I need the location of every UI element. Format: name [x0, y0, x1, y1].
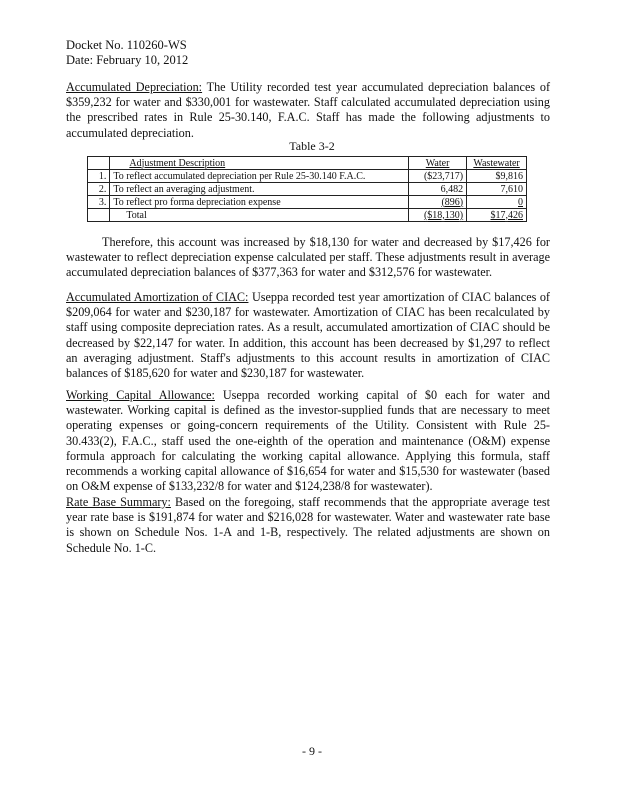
- row-water: (896): [441, 196, 464, 208]
- paragraph-depreciation-result: [66, 235, 550, 281]
- section-heading: Accumulated Amortization of CIAC:: [66, 290, 249, 304]
- section-text: Based on the foregoing, staff recommends that the appropriate average test year rate base is $191,874 for water and $216,028 for wastewater. Water and wastewater rate base is shown on Schedule Nos. 1-A and 1-B, respectively. The related adjustments are shown on Schedule No. 1-C.: [66, 495, 550, 555]
- header-wastewater: Wastewater: [473, 157, 520, 169]
- header-num-cell: [88, 157, 110, 170]
- section-heading: Working Capital Allowance:: [66, 388, 215, 402]
- header-description: Adjustment Description: [129, 157, 226, 169]
- row-wastewater: 0: [518, 196, 523, 208]
- paragraph-rate-base-summary: [66, 495, 550, 556]
- row-number: 1.: [88, 170, 110, 183]
- section-heading: Rate Base Summary:: [66, 495, 171, 509]
- section-text: The Utility recorded test year accumulated depreciation balances of $359,232 for water and $330,001 for wastewater. Staff calculated accumulated depreciation using the prescribed rates in Rule 25-30.140, F.A.C. Staff has made the following adjustments to accumulated depreciation.: [66, 80, 551, 140]
- row-description: To reflect an averaging adjustment.: [110, 183, 409, 196]
- row-number: 3.: [88, 196, 110, 209]
- row-water: 6,482: [409, 183, 467, 196]
- docket-header: [66, 38, 188, 68]
- table-total-row: [88, 209, 527, 222]
- row-number: 2.: [88, 183, 110, 196]
- row-water: ($23,717): [409, 170, 467, 183]
- table-header-row: [88, 157, 527, 170]
- docket-number: Docket No. 110260-WS: [66, 38, 187, 52]
- table-caption: Table 3-2: [289, 139, 335, 153]
- table-row: [88, 183, 527, 196]
- paragraph-amortization-ciac: [66, 290, 550, 381]
- row-description: To reflect accumulated depreciation per Rule 25-30.140 F.A.C.: [110, 170, 409, 183]
- row-wastewater: 7,610: [467, 183, 527, 196]
- table-row: [88, 170, 527, 183]
- section-text: Useppa recorded working capital of $0 each for water and wastewater. Working capital is defined as the investor-supplied funds that are necessary to meet operating expenses or going-concern requirements of the Utility. Consistent with Rule 25-30.433(2), F.A.C., staff used the one-eighth of the operation and maintenance (O&M) expense formula approach for calculating the working capital allowance. Applying this formula, staff recommends a working capital allowance of $16,654 for water and $15,530 for wastewater (based on O&M expense of $133,232/8 for water and $124,238/8 for wastewater).: [66, 388, 550, 494]
- docket-date: Date: February 10, 2012: [66, 53, 189, 67]
- total-label: Total: [110, 209, 409, 222]
- adjustments-table: [87, 156, 527, 222]
- page-number: - 9 -: [302, 744, 322, 758]
- section-heading: Accumulated Depreciation:: [66, 80, 203, 94]
- paragraph-working-capital: [66, 388, 550, 494]
- section-text: Useppa recorded test year amortization of CIAC balances of $209,064 for water and $230,187 for wastewater. Amortization of CIAC has been recalculated by staff using composite depreciation rates. As a result, accumulated amortization of CIAC should be decreased by $22,147 for water. In addition, this account has been decreased by $1,297 to reflect an averaging adjustment. Staff's adjustments to this account results in amortization of CIAC balances of $185,620 for water and $230,187 for wastewater.: [66, 290, 550, 381]
- row-description: To reflect pro forma depreciation expense: [110, 196, 409, 209]
- row-wastewater: $9,816: [467, 170, 527, 183]
- table-row: [88, 196, 527, 209]
- total-wastewater: $17,426: [490, 209, 523, 221]
- total-water: ($18,130): [423, 209, 464, 221]
- paragraph-text: Therefore, this account was increased by $18,130 for water and decreased by $17,426 for wastewater to reflect depreciation expense calculated per staff. These adjustments result in average accumulated depreciation balances of $377,363 for water and $312,576 for wastewater.: [66, 235, 550, 280]
- header-water: Water: [425, 157, 450, 169]
- paragraph-accumulated-depreciation: [66, 80, 550, 141]
